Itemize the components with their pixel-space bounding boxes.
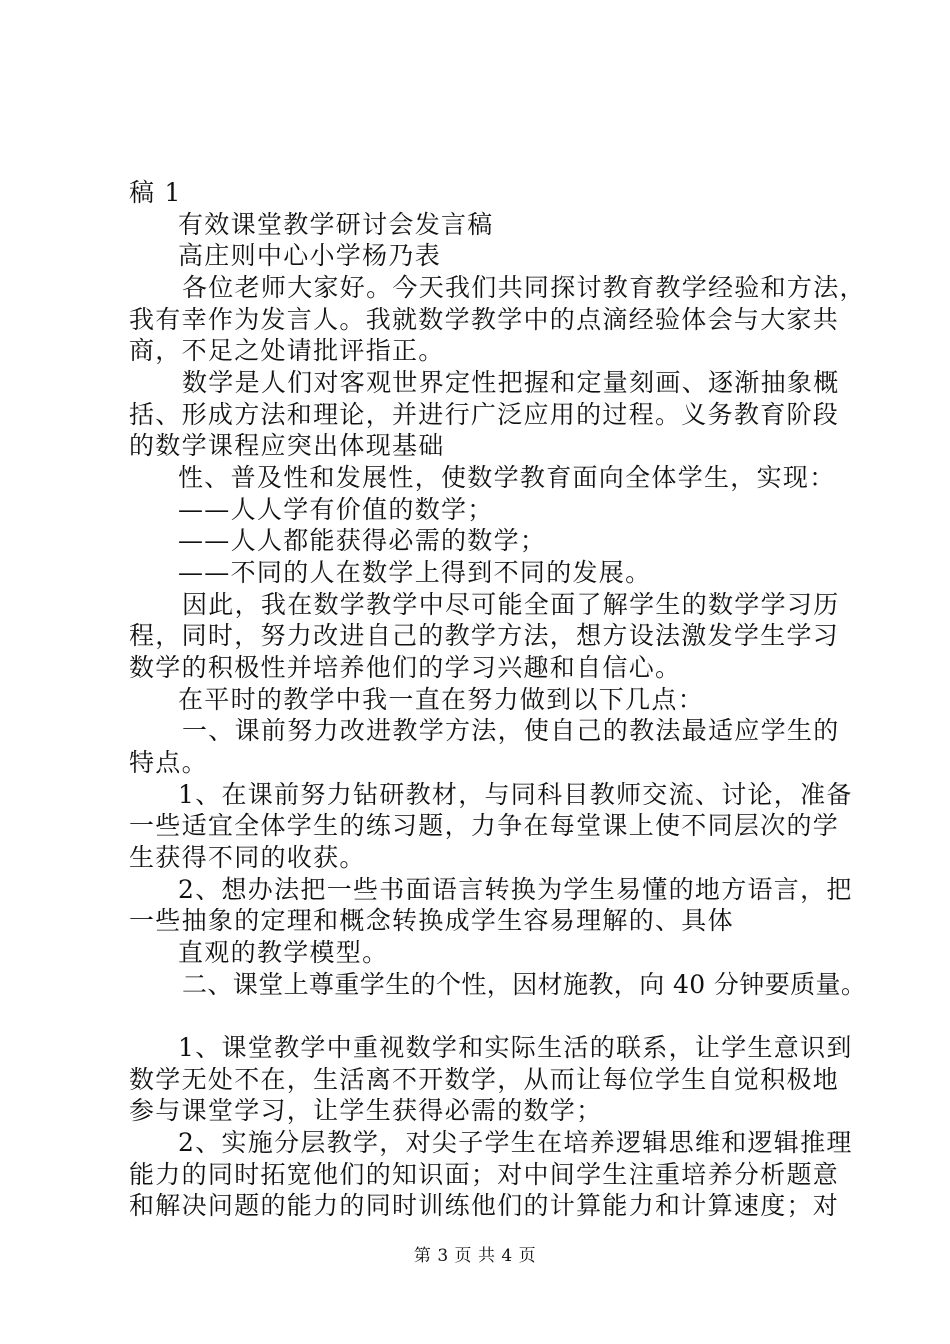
- list-item: ——人人学有价值的数学；: [178, 495, 494, 524]
- text-line: 能力的同时拓宽他们的知识面；对中间学生注重培养分析题意: [129, 1160, 840, 1189]
- text-line: 在平时的教学中我一直在努力做到以下几点：: [178, 685, 705, 714]
- text-line: 我有幸作为发言人。我就数学教学中的点滴经验体会与大家共: [129, 305, 840, 334]
- text-line: 因此，我在数学教学中尽可能全面了解学生的数学学习历: [182, 590, 840, 619]
- list-item: ——人人都能获得必需的数学；: [178, 526, 547, 555]
- text-line: 参与课堂学习，让学生获得必需的数学；: [129, 1096, 603, 1125]
- document-title: 有效课堂教学研讨会发言稿: [178, 210, 494, 239]
- text-line: 1、在课前努力钻研教材，与同科目教师交流、讨论，准备: [178, 780, 853, 809]
- list-item: ——不同的人在数学上得到不同的发展。: [178, 558, 652, 587]
- text-line: 稿 1: [129, 178, 182, 207]
- text-line: 2、想办法把一些书面语言转换为学生易懂的地方语言，把: [178, 875, 853, 904]
- page-number-footer: 第 3 页 共 4 页: [413, 1246, 537, 1266]
- text-line: 2、实施分层教学，对尖子学生在培养逻辑思维和逻辑推理: [178, 1128, 853, 1157]
- text-line: 数学是人们对客观世界定性把握和定量刻画、逐渐抽象概: [182, 368, 840, 397]
- text-line: 性、普及性和发展性，使数学教育面向全体学生，实现：: [178, 463, 836, 492]
- text-line: 特点。: [129, 748, 208, 777]
- text-line: 数学无处不在，生活离不开数学，从而让每位学生自觉积极地: [129, 1065, 840, 1094]
- text-line: 和解决问题的能力的同时训练他们的计算能力和计算速度；对: [129, 1191, 840, 1220]
- section-heading: 二、课堂上尊重学生的个性，因材施教，向 40 分钟要质量。: [182, 970, 867, 999]
- text-line: 一些适宜全体学生的练习题，力争在每堂课上使不同层次的学: [129, 811, 840, 840]
- text-line: 程，同时，努力改进自己的教学方法，想方设法激发学生学习: [129, 621, 840, 650]
- text-line: 1、课堂教学中重视数学和实际生活的联系，让学生意识到: [178, 1033, 853, 1062]
- text-line: 的数学课程应突出体现基础: [129, 431, 445, 460]
- author-line: 高庄则中心小学杨乃表: [178, 241, 442, 270]
- section-heading: 一、课前努力改进教学方法，使自己的教法最适应学生的: [182, 716, 840, 745]
- text-line: 商，不足之处请批评指正。: [129, 336, 445, 365]
- text-line: 生获得不同的收获。: [129, 843, 366, 872]
- text-line: 括、形成方法和理论，并进行广泛应用的过程。义务教育阶段: [129, 400, 840, 429]
- text-line: 一些抽象的定理和概念转换成学生容易理解的、具体: [129, 906, 734, 935]
- text-line: 直观的教学模型。: [178, 938, 389, 967]
- text-line: 各位老师大家好。今天我们共同探讨教育教学经验和方法，: [182, 273, 866, 302]
- text-line: 数学的积极性并培养他们的学习兴趣和自信心。: [129, 653, 682, 682]
